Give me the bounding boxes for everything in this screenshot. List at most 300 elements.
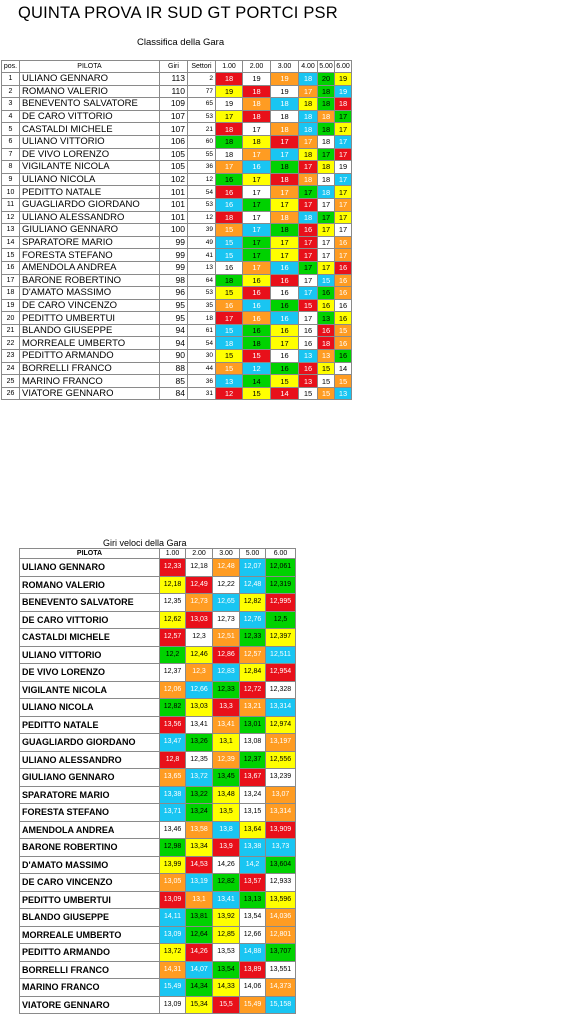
session-cell: 19	[335, 161, 352, 174]
session-cell: 17	[271, 337, 299, 350]
session-cell: 12	[216, 387, 243, 400]
session-cell: 14	[271, 387, 299, 400]
lap-time-cell: 13,26	[186, 734, 213, 752]
session-cell: 15	[271, 375, 299, 388]
session-cell: 15	[318, 387, 335, 400]
laps-cell: 106	[160, 135, 188, 148]
session-cell: 19	[271, 73, 299, 86]
session-cell: 15	[216, 287, 243, 300]
lap-time-cell: 13,13	[240, 891, 266, 909]
sectors-cell: 60	[188, 135, 216, 148]
session-cell: 18	[243, 85, 271, 98]
lap-time-cell: 13,58	[186, 821, 213, 839]
sectors-cell: 18	[188, 312, 216, 325]
session-cell: 16	[271, 287, 299, 300]
position-cell: 4	[2, 110, 20, 123]
session-cell: 18	[318, 85, 335, 98]
lap-time-cell: 13,03	[186, 699, 213, 717]
session-cell: 13	[318, 350, 335, 363]
pilot-name: VIGILANTE NICOLA	[20, 681, 160, 699]
lap-time-cell: 13,604	[266, 856, 296, 874]
session-cell: 15	[335, 324, 352, 337]
lap-time-cell: 13,08	[240, 734, 266, 752]
pilot-name: GUAGLIARDO GIORDANO	[20, 198, 160, 211]
pilot-name: DE CARO VINCENZO	[20, 299, 160, 312]
session-cell: 17	[335, 173, 352, 186]
pilot-name: GIULIANO GENNARO	[20, 224, 160, 237]
session-cell: 17	[271, 198, 299, 211]
session-cell: 17	[318, 249, 335, 262]
lap-time-cell: 13,01	[240, 716, 266, 734]
sectors-cell: 54	[188, 337, 216, 350]
session-cell: 20	[318, 73, 335, 86]
lap-time-cell: 13,09	[160, 996, 186, 1014]
fast-laps-table	[19, 548, 296, 1014]
session-cell: 15	[318, 274, 335, 287]
session-cell: 16	[216, 186, 243, 199]
session-cell: 14	[335, 362, 352, 375]
table-row	[20, 996, 296, 1014]
lap-time-cell: 12,2	[160, 646, 186, 664]
lap-time-cell: 13,21	[240, 699, 266, 717]
lap-time-cell: 13,41	[213, 891, 240, 909]
session-cell: 17	[335, 211, 352, 224]
laps-cell: 113	[160, 73, 188, 86]
position-cell: 5	[2, 123, 20, 136]
sectors-cell: 54	[188, 186, 216, 199]
session-cell: 17	[335, 224, 352, 237]
pilot-name: DE VIVO LORENZO	[20, 148, 160, 161]
position-cell: 16	[2, 261, 20, 274]
lap-time-cell: 12,954	[266, 664, 296, 682]
session-cell: 19	[335, 73, 352, 86]
lap-time-cell: 12,82	[240, 594, 266, 612]
session-cell: 18	[216, 274, 243, 287]
lap-time-cell: 15,5	[213, 996, 240, 1014]
sectors-cell: 30	[188, 350, 216, 363]
sectors-cell: 12	[188, 173, 216, 186]
pilot-name: FORESTA STEFANO	[20, 249, 160, 262]
table-row	[20, 699, 296, 717]
table-row	[2, 312, 352, 325]
lap-time-cell: 12,33	[160, 559, 186, 577]
lap-time-cell: 12,82	[213, 874, 240, 892]
lap-time-cell: 12,37	[160, 664, 186, 682]
lap-time-cell: 12,511	[266, 646, 296, 664]
session-cell: 17	[299, 135, 318, 148]
column-header: pos.	[2, 61, 20, 73]
table-row	[20, 979, 296, 997]
session-cell: 17	[335, 148, 352, 161]
lap-time-cell: 12,933	[266, 874, 296, 892]
session-cell: 16	[318, 299, 335, 312]
session-cell: 17	[335, 110, 352, 123]
lap-time-cell: 13,72	[160, 944, 186, 962]
column-header: 3.00	[271, 61, 299, 73]
laps-cell: 101	[160, 186, 188, 199]
table-row	[20, 821, 296, 839]
session-cell: 18	[216, 337, 243, 350]
session-cell: 18	[335, 98, 352, 111]
lap-time-cell: 12,48	[213, 559, 240, 577]
lap-time-cell: 12,06	[160, 681, 186, 699]
pilot-name: BARONE ROBERTINO	[20, 274, 160, 287]
laps-cell: 100	[160, 224, 188, 237]
table-row	[2, 85, 352, 98]
pilot-name: VIGILANTE NICOLA	[20, 161, 160, 174]
position-cell: 2	[2, 85, 20, 98]
session-cell: 18	[216, 211, 243, 224]
table-row	[20, 909, 296, 927]
session-cell: 17	[299, 312, 318, 325]
pilot-name: VIATORE GENNARO	[20, 996, 160, 1014]
lap-time-cell: 14,53	[186, 856, 213, 874]
table-row	[2, 198, 352, 211]
lap-time-cell: 13,596	[266, 891, 296, 909]
session-cell: 18	[271, 224, 299, 237]
table-row	[20, 559, 296, 577]
lap-time-cell: 13,551	[266, 961, 296, 979]
lap-time-cell: 13,197	[266, 734, 296, 752]
lap-time-cell: 13,46	[160, 821, 186, 839]
position-cell: 20	[2, 312, 20, 325]
sectors-cell: 31	[188, 387, 216, 400]
session-cell: 17	[216, 161, 243, 174]
pilot-name: D'AMATO MASSIMO	[20, 856, 160, 874]
table-row	[2, 387, 352, 400]
session-cell: 17	[243, 198, 271, 211]
session-cell: 17	[335, 135, 352, 148]
lap-time-cell: 12,801	[266, 926, 296, 944]
session-cell: 16	[299, 324, 318, 337]
lap-time-cell: 12,83	[213, 664, 240, 682]
lap-time-cell: 12,39	[213, 751, 240, 769]
column-header: Settori	[188, 61, 216, 73]
column-header: 5.00	[240, 549, 266, 559]
sectors-cell: 36	[188, 375, 216, 388]
lap-time-cell: 14,036	[266, 909, 296, 927]
session-cell: 16	[243, 274, 271, 287]
lap-time-cell: 12,3	[186, 664, 213, 682]
session-cell: 15	[216, 236, 243, 249]
session-cell: 16	[243, 161, 271, 174]
lap-time-cell: 13,239	[266, 769, 296, 787]
session-cell: 16	[271, 350, 299, 363]
sectors-cell: 21	[188, 123, 216, 136]
table-row	[2, 362, 352, 375]
lap-time-cell: 14,373	[266, 979, 296, 997]
lap-time-cell: 12,397	[266, 629, 296, 647]
sectors-cell: 65	[188, 98, 216, 111]
classification-subtitle: Classifica della Gara	[137, 37, 225, 48]
pilot-name: PEDITTO UMBERTUI	[20, 312, 160, 325]
column-header: 6.00	[266, 549, 296, 559]
session-cell: 18	[216, 123, 243, 136]
lap-time-cell: 12,37	[240, 751, 266, 769]
session-cell: 13	[299, 350, 318, 363]
lap-time-cell: 13,22	[186, 786, 213, 804]
lap-time-cell: 14,26	[213, 856, 240, 874]
pilot-name: CASTALDI MICHELE	[20, 123, 160, 136]
session-cell: 16	[243, 287, 271, 300]
lap-time-cell: 13,92	[213, 909, 240, 927]
laps-cell: 101	[160, 198, 188, 211]
lap-time-cell: 13,15	[240, 804, 266, 822]
lap-time-cell: 12,57	[160, 629, 186, 647]
session-cell: 17	[299, 236, 318, 249]
session-cell: 16	[335, 312, 352, 325]
session-cell: 18	[318, 110, 335, 123]
table-row	[20, 716, 296, 734]
column-header: 5.00	[318, 61, 335, 73]
lap-time-cell: 12,556	[266, 751, 296, 769]
position-cell: 26	[2, 387, 20, 400]
session-cell: 15	[216, 224, 243, 237]
table-row	[20, 751, 296, 769]
pilot-name: CASTALDI MICHELE	[20, 629, 160, 647]
session-cell: 15	[335, 375, 352, 388]
session-cell: 17	[271, 135, 299, 148]
pilot-name: DE CARO VINCENZO	[20, 874, 160, 892]
laps-cell: 107	[160, 110, 188, 123]
lap-time-cell: 13,38	[160, 786, 186, 804]
session-cell: 15	[216, 362, 243, 375]
lap-time-cell: 14,2	[240, 856, 266, 874]
position-cell: 3	[2, 98, 20, 111]
laps-cell: 101	[160, 211, 188, 224]
session-cell: 17	[299, 198, 318, 211]
session-cell: 16	[335, 287, 352, 300]
sectors-cell: 77	[188, 85, 216, 98]
pilot-name: GIULIANO GENNARO	[20, 769, 160, 787]
laps-cell: 109	[160, 98, 188, 111]
lap-time-cell: 12,49	[186, 576, 213, 594]
table-row	[20, 839, 296, 857]
classification-header-row	[2, 61, 352, 73]
session-cell: 17	[243, 261, 271, 274]
laps-cell: 99	[160, 249, 188, 262]
session-cell: 17	[271, 186, 299, 199]
session-cell: 16	[271, 274, 299, 287]
laps-cell: 107	[160, 123, 188, 136]
lap-time-cell: 12,51	[213, 629, 240, 647]
lap-time-cell: 13,8	[213, 821, 240, 839]
table-row	[2, 274, 352, 287]
session-cell: 16	[335, 337, 352, 350]
pilot-name: PEDITTO NATALE	[20, 186, 160, 199]
table-row	[2, 249, 352, 262]
session-cell: 18	[299, 123, 318, 136]
table-row	[2, 375, 352, 388]
pilot-name: PEDITTO ARMANDO	[20, 350, 160, 363]
lap-time-cell: 13,03	[186, 611, 213, 629]
session-cell: 16	[271, 312, 299, 325]
classification-table	[1, 60, 352, 400]
session-cell: 17	[318, 211, 335, 224]
column-header: 1.00	[160, 549, 186, 559]
lap-time-cell: 12,48	[240, 576, 266, 594]
lap-time-cell: 13,54	[213, 961, 240, 979]
session-cell: 19	[335, 85, 352, 98]
session-cell: 13	[335, 387, 352, 400]
lap-time-cell: 12,07	[240, 559, 266, 577]
pilot-name: PEDITTO ARMANDO	[20, 944, 160, 962]
pilot-name: DE CARO VITTORIO	[20, 110, 160, 123]
table-row	[2, 287, 352, 300]
session-cell: 18	[271, 110, 299, 123]
fast-laps-caption: Giri veloci della Gara	[103, 538, 187, 548]
laps-cell: 99	[160, 261, 188, 274]
session-cell: 16	[216, 261, 243, 274]
pilot-name: AMENDOLA ANDREA	[20, 261, 160, 274]
lap-time-cell: 12,18	[160, 576, 186, 594]
pilot-name: ROMANO VALERIO	[20, 576, 160, 594]
laps-cell: 105	[160, 161, 188, 174]
session-cell: 16	[318, 324, 335, 337]
column-header: 2.00	[186, 549, 213, 559]
pilot-name: PEDITTO UMBERTUI	[20, 891, 160, 909]
session-cell: 17	[299, 161, 318, 174]
table-row	[20, 874, 296, 892]
lap-time-cell: 12,33	[240, 629, 266, 647]
lap-time-cell: 12,86	[213, 646, 240, 664]
session-cell: 16	[335, 261, 352, 274]
position-cell: 21	[2, 324, 20, 337]
lap-time-cell: 12,061	[266, 559, 296, 577]
pilot-name: GUAGLIARDO GIORDANO	[20, 734, 160, 752]
lap-time-cell: 12,22	[213, 576, 240, 594]
column-header: PILOTA	[20, 61, 160, 73]
session-cell: 16	[243, 299, 271, 312]
lap-time-cell: 13,53	[213, 944, 240, 962]
lap-time-cell: 12,73	[186, 594, 213, 612]
pilot-name: ULIANO NICOLA	[20, 173, 160, 186]
session-cell: 17	[243, 249, 271, 262]
session-cell: 18	[271, 173, 299, 186]
lap-time-cell: 13,34	[186, 839, 213, 857]
lap-time-cell: 14,26	[186, 944, 213, 962]
pilot-name: SPARATORE MARIO	[20, 236, 160, 249]
sectors-cell: 41	[188, 249, 216, 262]
lap-time-cell: 13,1	[186, 891, 213, 909]
lap-time-cell: 14,06	[240, 979, 266, 997]
lap-time-cell: 13,9	[213, 839, 240, 857]
session-cell: 18	[318, 98, 335, 111]
table-row	[20, 576, 296, 594]
session-cell: 16	[335, 299, 352, 312]
session-cell: 15	[216, 324, 243, 337]
lap-time-cell: 13,71	[160, 804, 186, 822]
lap-time-cell: 13,41	[213, 716, 240, 734]
session-cell: 17	[299, 261, 318, 274]
table-row	[20, 664, 296, 682]
lap-time-cell: 12,65	[213, 594, 240, 612]
pilot-name: BORRELLI FRANCO	[20, 961, 160, 979]
lap-time-cell: 15,34	[186, 996, 213, 1014]
lap-time-cell: 12,8	[160, 751, 186, 769]
sectors-cell: 44	[188, 362, 216, 375]
table-row	[2, 186, 352, 199]
lap-time-cell: 13,07	[266, 786, 296, 804]
pilot-name: D'AMATO MASSIMO	[20, 287, 160, 300]
table-row	[2, 261, 352, 274]
lap-time-cell: 12,66	[240, 926, 266, 944]
pilot-name: ULIANO ALESSANDRO	[20, 751, 160, 769]
lap-time-cell: 14,88	[240, 944, 266, 962]
session-cell: 17	[335, 249, 352, 262]
session-cell: 18	[271, 98, 299, 111]
position-cell: 18	[2, 287, 20, 300]
session-cell: 15	[216, 249, 243, 262]
lap-time-cell: 13,707	[266, 944, 296, 962]
sectors-cell: 12	[188, 211, 216, 224]
lap-time-cell: 12,84	[240, 664, 266, 682]
session-cell: 17	[243, 148, 271, 161]
session-cell: 16	[271, 362, 299, 375]
session-cell: 16	[216, 299, 243, 312]
laps-cell: 90	[160, 350, 188, 363]
lap-time-cell: 12,73	[213, 611, 240, 629]
pilot-name: FORESTA STEFANO	[20, 804, 160, 822]
lap-time-cell: 13,45	[213, 769, 240, 787]
position-cell: 23	[2, 350, 20, 363]
pilot-name: MORREALE UMBERTO	[20, 926, 160, 944]
session-cell: 17	[243, 186, 271, 199]
lap-time-cell: 12,57	[240, 646, 266, 664]
session-cell: 17	[243, 236, 271, 249]
pilot-name: VIATORE GENNARO	[20, 387, 160, 400]
session-cell: 17	[318, 198, 335, 211]
lap-time-cell: 12,66	[186, 681, 213, 699]
table-row	[20, 804, 296, 822]
session-cell: 17	[318, 148, 335, 161]
session-cell: 17	[335, 186, 352, 199]
lap-time-cell: 12,35	[160, 594, 186, 612]
position-cell: 14	[2, 236, 20, 249]
table-row	[2, 236, 352, 249]
session-cell: 19	[271, 85, 299, 98]
session-cell: 18	[318, 173, 335, 186]
pilot-name: BENEVENTO SALVATORE	[20, 98, 160, 111]
session-cell: 16	[216, 173, 243, 186]
column-header: PILOTA	[20, 549, 160, 559]
pilot-name: DE VIVO LORENZO	[20, 664, 160, 682]
lap-time-cell: 13,81	[186, 909, 213, 927]
lap-time-cell: 13,5	[213, 804, 240, 822]
pilot-name: ROMANO VALERIO	[20, 85, 160, 98]
position-cell: 15	[2, 249, 20, 262]
session-cell: 15	[318, 375, 335, 388]
lap-time-cell: 13,89	[240, 961, 266, 979]
session-cell: 16	[335, 350, 352, 363]
session-cell: 16	[335, 274, 352, 287]
laps-cell: 98	[160, 274, 188, 287]
session-cell: 17	[243, 123, 271, 136]
session-cell: 18	[299, 211, 318, 224]
lap-time-cell: 13,09	[160, 891, 186, 909]
position-cell: 13	[2, 224, 20, 237]
session-cell: 15	[299, 299, 318, 312]
lap-time-cell: 13,314	[266, 699, 296, 717]
position-cell: 6	[2, 135, 20, 148]
column-header: 1.00	[216, 61, 243, 73]
lap-time-cell: 13,38	[240, 839, 266, 857]
page-title: QUINTA PROVA IR SUD GT PORTCI PSR	[18, 4, 338, 22]
lap-time-cell: 13,09	[160, 926, 186, 944]
pilot-name: PEDITTO NATALE	[20, 716, 160, 734]
column-header: 2.00	[243, 61, 271, 73]
session-cell: 16	[299, 362, 318, 375]
